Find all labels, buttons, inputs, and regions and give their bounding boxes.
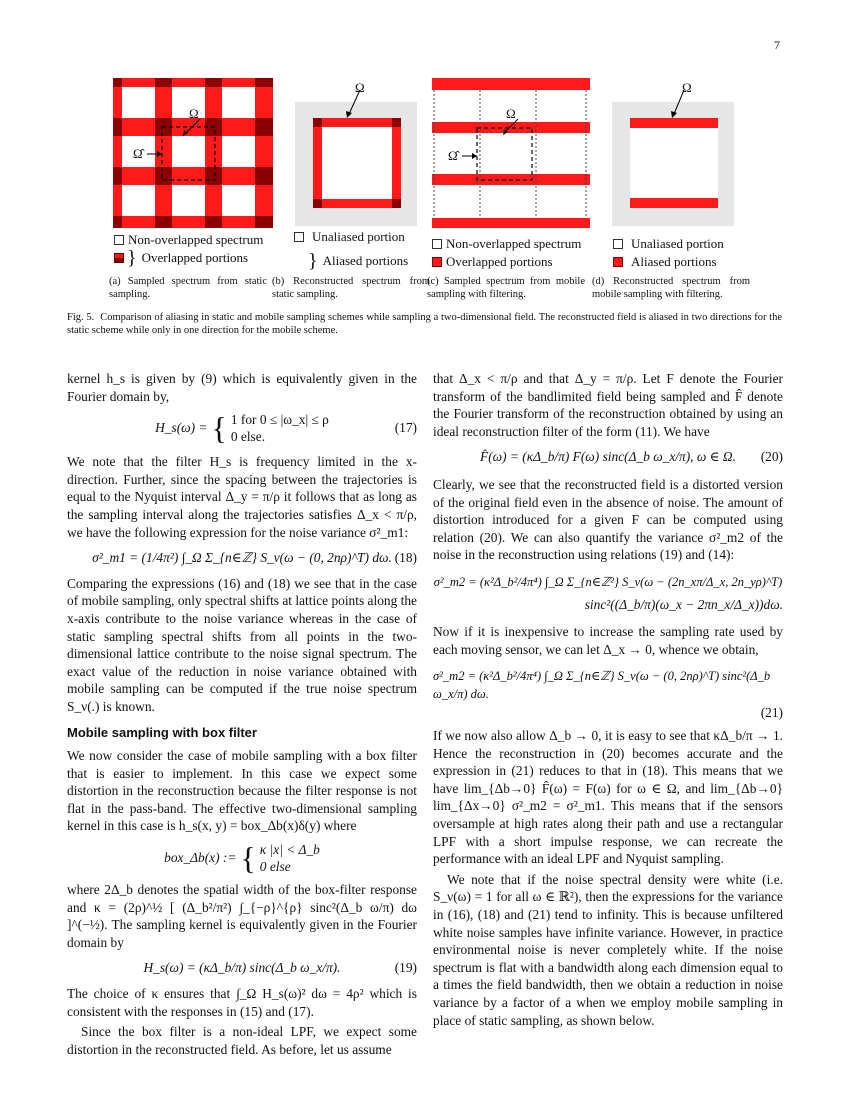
eq21-body: σ²_m2 = (κ²Δ_b²/4π⁴) ∫_Ω Σ_{n∈ℤ} S_ν(ω − (0, 2nρ)^T) sinc²(Δ_b ω_x/π) dω. bbox=[433, 669, 771, 701]
legend-brace-icon: } bbox=[127, 247, 137, 269]
legend-label: Unaliased portion bbox=[312, 229, 405, 244]
paragraph: Comparing the expressions (16) and (18) we see that in the case of mobile sampling, only spectral shifts at lattice points along the x-axis contribute to the noise variance whereas in the case of static sampling spectral shifts from all points in the two-dimensional lattice contribute to the noise signal spectrum. The exact value of the reduction in noise variance obtained with mobile sampling can be computed if the true noise spectrum S_ν(.) is known. bbox=[67, 575, 417, 714]
legend-white-square-icon bbox=[613, 239, 623, 249]
right-column bbox=[433, 370, 783, 1032]
eq-box-lhs: box_Δb(x) := bbox=[164, 850, 237, 866]
paragraph: Now if it is inexpensive to increase the sampling rate used by each moving sensor, we can let Δ_x → 0, whence we obtain, bbox=[433, 624, 783, 657]
eq21-number: (21) bbox=[760, 704, 783, 720]
eq-box-case-1: κ |x| < Δ_b bbox=[259, 842, 320, 858]
legend-label: Unaliased portion bbox=[631, 236, 724, 251]
legend-brace-icon: } bbox=[308, 250, 318, 272]
brace-icon: { bbox=[240, 840, 256, 877]
legend-red-square-icon bbox=[613, 257, 623, 267]
eq-m2-line-2: sinc²((Δ_b/π)(ω_x − 2πn_x/Δ_x))dω. bbox=[584, 596, 783, 612]
legend-label: Overlapped portions bbox=[141, 250, 249, 265]
section-heading: Mobile sampling with box filter bbox=[67, 724, 257, 740]
brace-icon: { bbox=[211, 410, 227, 447]
panel-c-legend bbox=[432, 235, 581, 271]
equation-box bbox=[67, 841, 417, 875]
panel-d-diagram bbox=[612, 80, 734, 226]
equation-21 bbox=[433, 668, 783, 703]
page-number: 7 bbox=[774, 38, 780, 52]
paragraph: If we now also allow Δ_b → 0, it is easy to see that κΔ_b/π → 1. Hence the reconstruction in (20) becomes accurate and the expression in (21) reduces to that in (18). This means that we have lim_{Δb→0} F̂(ω) = F(ω) for ω ∈ Ω, and lim_{Δb→0} lim_{Δx→0} σ²_m2 = σ²_m1. This means that if the sensors oversample at high rates along their path and use a rectangular LPF with a short impulse response, we can recreate the performance with an ideal LPF and Nyquist sampling. bbox=[433, 728, 783, 867]
legend-label: Non-overlapped spectrum bbox=[446, 236, 582, 251]
equation-20 bbox=[433, 448, 783, 466]
paragraph: We note that if the noise spectral density were white (i.e. S_ν(ω) = 1 for all ω ∈ ℝ²), then the expressions for the variance in (16), (18) and (21) tend to infinity. This is because unfiltered white noise samples have infinite variance. However, in practice environmental noise is never completely white. If the noise spectrum is flat with a bandwidth along each dimension equal to a times the field bandwidth, then we obtain a reduction in noise variance by a factor of a when we employ mobile sampling in place of static sampling, as shown below. bbox=[433, 871, 783, 1028]
panel-c-omega-label: Ω bbox=[506, 106, 516, 121]
paragraph: Clearly, we see that the reconstructed field is a distorted version of the original field even in the absence of noise. The amount of distortion introduced for a given F can be computed using relation (20). We can also quantify the variance σ²_m2 of the noise in the reconstruction using relations (19) and (14): bbox=[433, 476, 783, 563]
panel-d-omega-label: Ω bbox=[682, 80, 692, 95]
figure-label: Fig. 5. bbox=[67, 312, 95, 323]
eq17-case-2: 0 else. bbox=[230, 429, 266, 445]
eq19-number: (19) bbox=[394, 960, 417, 976]
panel-d-legend bbox=[613, 235, 724, 271]
equation-17 bbox=[67, 411, 417, 445]
panel-b-legend bbox=[294, 228, 408, 270]
paragraph: We note that the filter H_s is frequency limited in the x-direction. Further, since the spacing between the trajectories is equal to the Nyquist interval Δ_y = π/ρ it follows that as long as the sampling interval along the trajectories satisfies Δ_x < π/ρ, we have the following expression for the noise variance σ²_m1: bbox=[67, 454, 417, 540]
eq-box-case-2: 0 else bbox=[259, 859, 291, 875]
legend-red-square-icon bbox=[432, 257, 442, 267]
eq-m2-line-1: σ²_m2 = (κ²Δ_b²/4π⁴) ∫_Ω Σ_{n∈ℤ²} S_ν(ω − (2n_xπ/Δ_x, 2n_yρ)^T) bbox=[433, 574, 783, 589]
panel-a-omega-hat-label: Ω̂ bbox=[133, 146, 143, 161]
figure-caption-text: Comparison of aliasing in static and mobile sampling schemes while sampling a two-dimensional field. The reconstructed field is aliased in two directions for the static scheme while only in one direction for the mobile scheme. bbox=[67, 312, 782, 336]
legend-white-square-icon bbox=[114, 235, 124, 245]
panel-a-legend bbox=[114, 231, 263, 267]
figure-caption bbox=[67, 311, 782, 337]
legend-label: Aliased portions bbox=[322, 253, 409, 268]
eq20-number: (20) bbox=[760, 449, 783, 465]
paragraph: Since the box filter is a non-ideal LPF, we expect some distortion in the reconstructed field. As before, let us assume bbox=[67, 1024, 417, 1057]
subcaption-a: (a) Sampled spectrum from static sampling. bbox=[109, 276, 267, 300]
eq17-lhs: H_s(ω) = bbox=[155, 420, 208, 436]
panel-b-diagram bbox=[295, 80, 417, 226]
equation-m2-line-2 bbox=[433, 596, 783, 614]
eq17-case-1: 1 for 0 ≤ |ω_x| ≤ ρ bbox=[230, 412, 329, 428]
equation-m2-line-1 bbox=[433, 574, 783, 592]
eq19-body: H_s(ω) = (κΔ_b/π) sinc(Δ_b ω_x/π). bbox=[143, 960, 341, 976]
paragraph: kernel h_s is given by (9) which is equivalently given in the Fourier domain by, bbox=[67, 371, 417, 404]
panel-c-omega-hat-label: Ω̂ bbox=[448, 148, 458, 163]
panel-b-omega-label: Ω bbox=[355, 80, 365, 95]
figure-5 bbox=[0, 0, 850, 340]
paragraph: that Δ_x < π/ρ and that Δ_y = π/ρ. Let F denote the Fourier transform of the bandlimited field being sampled and F̂ denote the Fourier transform of the reconstruction obtained by using an ideal reconstruction filter of the form (11). We have bbox=[433, 371, 783, 439]
subcaption-d: (d) Reconstructed spectrum from mobile sampling with filtering. bbox=[592, 276, 750, 300]
eq17-number: (17) bbox=[394, 420, 417, 436]
left-column bbox=[67, 370, 417, 1061]
eq18-body: σ²_m1 = (1/4π²) ∫_Ω Σ_{n∈ℤ} S_ν(ω − (0, 2nρ)^T) dω. bbox=[92, 550, 392, 566]
paragraph: We now consider the case of mobile sampling with a box filter that is easier to implement. In this case we expect some distortion in the reconstruction because the filter response is not flat in the pass-band. The effective two-dimensional sampling kernel in this case is h_s(x, y) = box_Δb(x)δ(y) where bbox=[67, 748, 417, 834]
legend-red-square-icon bbox=[114, 253, 124, 263]
legend-white-square-icon bbox=[432, 239, 442, 249]
eq18-number: (18) bbox=[394, 550, 417, 566]
panel-a-omega-label: Ω bbox=[189, 106, 199, 121]
paragraph: The choice of κ ensures that ∫_Ω H_s(ω)² dω = 4ρ² which is consistent with the responses in (15) and (17). bbox=[67, 986, 417, 1019]
subcaption-c: (c) Sampled spectrum from mobile sampling with filtering. bbox=[427, 276, 585, 300]
legend-label: Non-overlapped spectrum bbox=[128, 232, 264, 247]
subcaption-b: (b) Reconstructed spectrum from static sampling. bbox=[272, 276, 430, 300]
eq20-body: F̂(ω) = (κΔ_b/π) F(ω) sinc(Δ_b ω_x/π), ω ∈ Ω. bbox=[480, 449, 736, 465]
paragraph: where 2Δ_b denotes the spatial width of the box-filter response and κ = (2ρ)^½ [ (Δ_b²/π²) ∫_{−ρ}^{ρ} sinc²(Δ_b ω/π) dω ]^(−½). The sampling kernel is equivalently given in the Fourier domain by bbox=[67, 882, 417, 950]
legend-label: Overlapped portions bbox=[446, 254, 553, 269]
equation-19 bbox=[67, 959, 417, 977]
legend-white-square-icon bbox=[294, 232, 304, 242]
equation-18 bbox=[67, 549, 417, 567]
legend-label: Aliased portions bbox=[631, 254, 717, 269]
